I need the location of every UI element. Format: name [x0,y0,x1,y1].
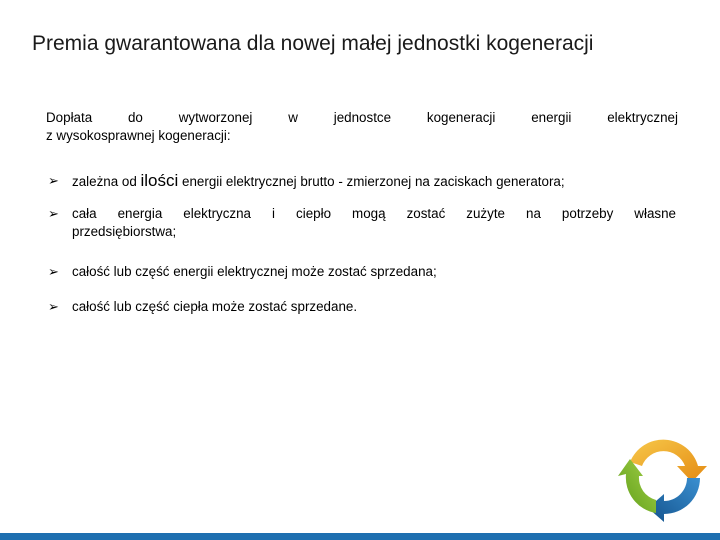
bullet-item [48,298,676,316]
logo-green-arc [618,459,656,513]
bullet-word: zostać [406,206,446,221]
bullet-word: elektryczna [183,206,252,221]
arrow-bullet-icon: ➢ [48,173,59,188]
intro-line-2: z wysokosprawnej kogeneracji: [46,128,231,143]
intro-word: jednostce [333,110,392,125]
bullet-word: własne [634,206,676,221]
bullet-word: na [526,206,541,221]
bullet-word: ciepło [296,206,332,221]
bullet-text: całość lub część ciepła może zostać sprzedane. [72,299,358,314]
bullet-word: cała [72,206,97,221]
bullet-emphasis: ilości [140,171,179,190]
bullet-item [48,263,676,281]
intro-paragraph [46,109,678,145]
arrow-bullet-icon: ➢ [48,206,59,221]
bullet-item [48,172,676,191]
slide-title: Premia gwarantowana dla nowej małej jednostki kogeneracji [32,32,594,55]
intro-word: energii [531,110,572,125]
bullet-text-part: zależna od [72,174,141,189]
bullet-list [48,172,676,316]
intro-word: do [127,110,143,125]
bullet-line-1 [72,205,676,223]
intro-word: elektrycznej [607,110,678,125]
bullet-text [72,172,676,191]
bullet-word: zużyte [466,206,505,221]
bullet-word: mogą [352,206,386,221]
intro-word: Dopłata [46,110,93,125]
bullet-word: energia [117,206,163,221]
footer-accent-bar [0,533,720,540]
bullet-word: i [272,206,276,221]
intro-word: kogeneracji [426,110,496,125]
intro-word: wytworzonej [178,110,253,125]
bullet-item [48,205,676,241]
bullet-text: całość lub część energii elektrycznej może zostać sprzedana; [72,264,437,279]
arrow-bullet-icon: ➢ [48,264,59,279]
intro-line-1 [46,109,678,127]
bullet-word: potrzeby [561,206,614,221]
arrow-bullet-icon: ➢ [48,299,59,314]
bullet-line-2: przedsiębiorstwa; [72,224,177,239]
bullet-text [72,205,676,241]
recycle-cycle-logo [612,426,712,526]
bullet-text-part: energii elektrycznej brutto - zmierzonej na zaciskach generatora; [178,174,565,189]
intro-word: w [288,110,298,125]
